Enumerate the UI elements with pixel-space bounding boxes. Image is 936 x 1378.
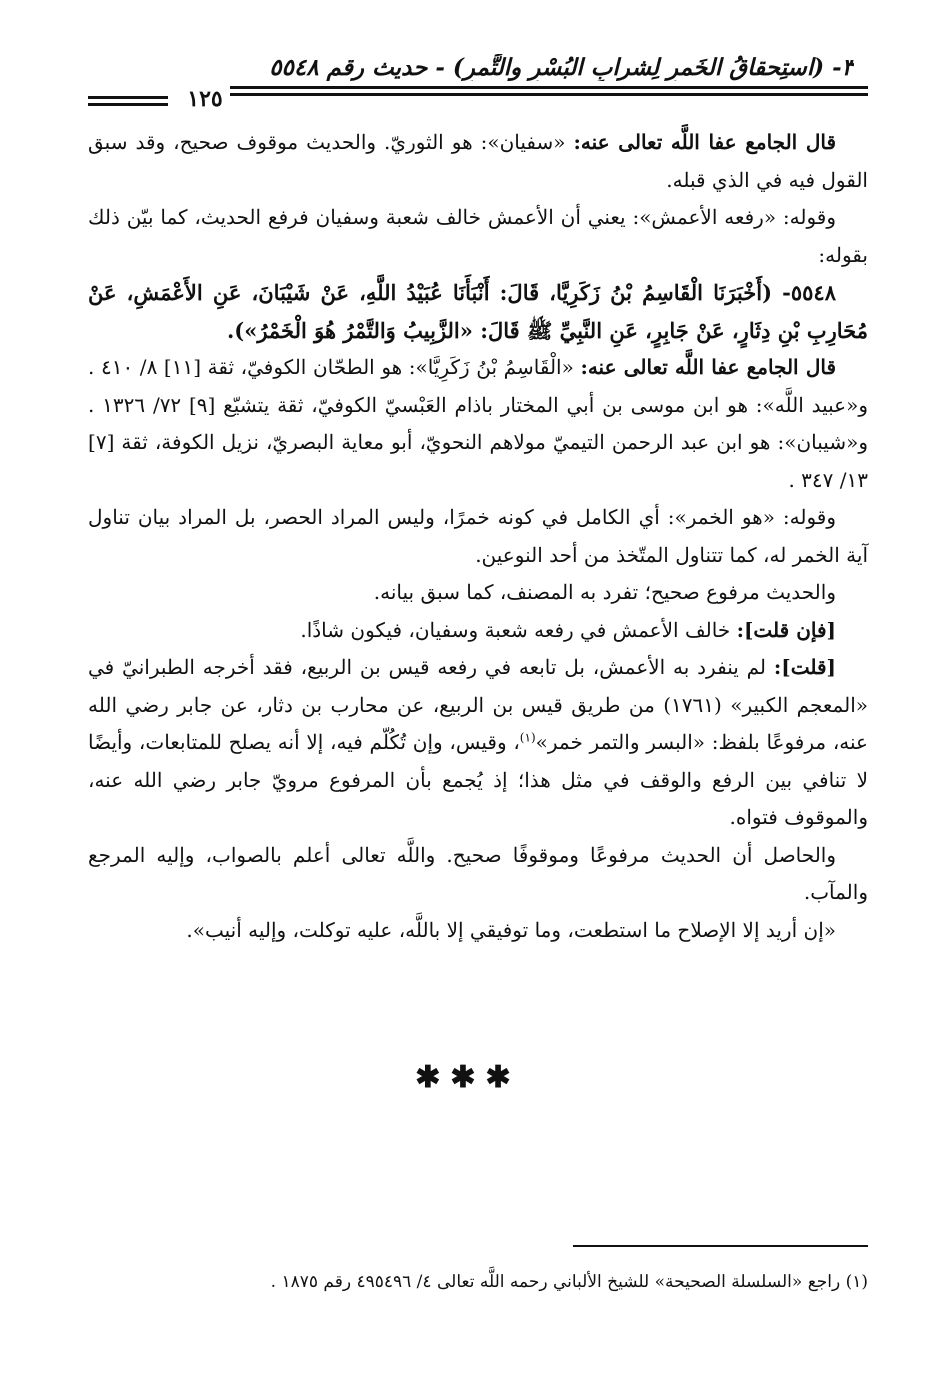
- footnote-rule: [573, 1245, 868, 1247]
- page-number-rule-top: [88, 96, 168, 99]
- paragraph-6-text: خالف الأعمش في رفعه شعبة وسفيان، فيكون شاذًا.: [300, 617, 737, 642]
- paragraph-7-text-b: ، وقيس، وإن تُكُلّم فيه، إلا أنه يصلح للمتابعات، وأيضًا لا تنافي بين الرفع والوقف في مثل هذا؛ إذ يُجمع بأن المرفوع مرويّ جابر رضي الله عنه، والموقوف فتواه.: [88, 730, 868, 829]
- footnote-reference[interactable]: (١): [519, 730, 536, 745]
- paragraph-8: والحاصل أن الحديث مرفوعًا وموقوفًا صحيح. واللَّه تعالى أعلم بالصواب، وإليه المرجع والمآب.: [88, 842, 868, 904]
- commentator-label: قال الجامع عفا اللَّه تعالى عنه:: [573, 130, 837, 154]
- paragraph-1-text: «سفيان»: هو الثوريّ. والحديث موقوف صحيح، وقد سبق القول فيه في الذي قبله.: [88, 130, 868, 192]
- paragraph-1: [88, 124, 868, 199]
- paragraph-7: [88, 649, 868, 837]
- section-separator: ✱✱✱: [415, 1060, 521, 1095]
- paragraph-3-text: «الْقَاسِمُ بْنُ زَكَرِيَّا»: هو الطحّان الكوفيّ، ثقة [١١] ٨/ ٤١٠ . و«عبيد اللَّه»: هو ابن موسى بن أبي المختار باذام العَبْسيّ الكوفيّ، ثقة يتشيّع [٩] ٧٢/ ١٣٢٦ . و«شيبان»: هو ابن عبد الرحمن التيميّ مولاهم النحويّ، أبو معاية البصريّ، نزيل الكوفة، ثقة [٧] ١٣/ ٣٤٧ .: [88, 355, 868, 492]
- answer-label: [قلت]:: [773, 655, 836, 679]
- commentator-label: قال الجامع عفا اللَّه تعالى عنه:: [580, 355, 837, 379]
- paragraph-9: «إن أريد إلا الإصلاح ما استطعت، وما توفيقي إلا باللَّه، عليه توكلت، وإليه أنيب».: [186, 917, 836, 942]
- paragraph-6: [88, 612, 868, 650]
- hadith-text: ٥٥٤٨- (أَخْبَرَنَا الْقَاسِمُ بْنُ زَكَرِيَّا، قَالَ: أَنْبَأَنَا عُبَيْدُ اللَّهِ، عَنْ شَيْبَانَ، عَنِ الأَعْمَشِ، عَنْ مُحَارِبِ بْنِ دِثَارٍ، عَنْ جَابِرٍ، عَنِ النَّبِيِّ ﷺ قَالَ: «الزَّبِيبُ وَالتَّمْرُ هُوَ الْخَمْرُ»).: [88, 280, 868, 343]
- objection-label: [فإن قلت]:: [736, 617, 836, 642]
- footnote: (١) راجع «السلسلة الصحيحة» للشيخ الألباني رحمه اللَّه تعالى ٤/ ٤٩٥٤٩٦ رقم ١٨٧٥ .: [270, 1272, 868, 1292]
- paragraph-7-text-a: لم ينفرد به الأعمش، بل تابعه في رفعه قيس بن الربيع، فقد أخرجه الطبرانيّ في «المعجم الكبير» (١٧٦١) من طريق قيس بن الربيع، عن محارب بن دثار، عن جابر رضي الله عنه، مرفوعًا بلفظ: «البسر والتمر خمر»: [88, 655, 868, 754]
- page-number-rule-bottom: [88, 103, 168, 106]
- header-rule-bottom: [230, 93, 868, 96]
- running-header-title: ٣- (استِحقاقُ الخَمرِ لِشرابِ البُسْرِ والتَّمرِ) - حديث رقم ٥٥٤٨: [269, 54, 854, 81]
- header-rule-top: [230, 86, 868, 89]
- page-number: ١٢٥: [187, 86, 223, 112]
- main-text: [88, 124, 868, 949]
- paragraph-2: وقوله: «رفعه الأعمش»: يعني أن الأعمش خالف شعبة وسفيان فرفع الحديث، كما بيّن ذلك بقوله:: [88, 205, 868, 267]
- paragraph-4: وقوله: «هو الخمر»: أي الكامل في كونه خمرًا، وليس المراد الحصر، بل المراد بيان تناول آية الخمر له، كما تتناول المتّخذ من أحد النوعين.: [88, 505, 868, 567]
- paragraph-3: [88, 349, 868, 499]
- paragraph-5: والحديث مرفوع صحيح؛ تفرد به المصنف، كما سبق بيانه.: [373, 580, 836, 604]
